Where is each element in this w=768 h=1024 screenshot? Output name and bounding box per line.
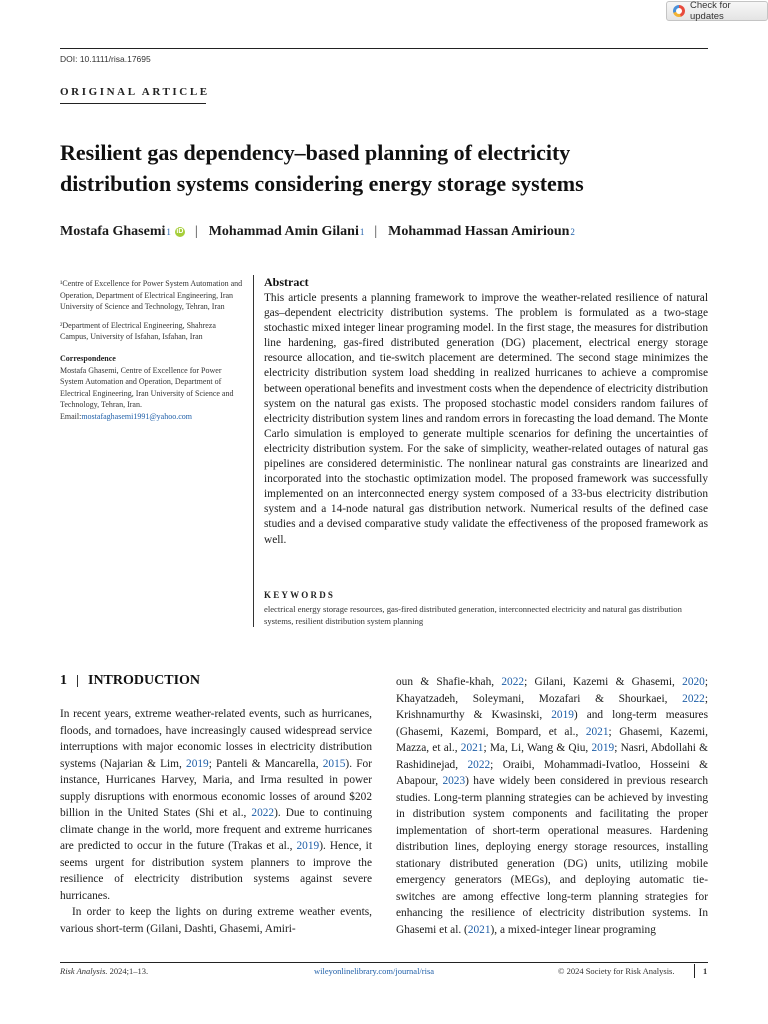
abstract-heading: Abstract [264, 275, 309, 289]
check-for-updates-label: Check for updates [689, 0, 731, 22]
author-affiliation-mark[interactable]: 2 [570, 227, 575, 237]
citation-link[interactable]: 2022 [682, 692, 705, 705]
article-type: ORIGINAL ARTICLE [60, 86, 210, 98]
citation-link[interactable]: 2022 [467, 758, 491, 771]
author-name[interactable]: Mostafa Ghasemi [60, 224, 166, 239]
author-list [60, 224, 575, 240]
journal-name: Risk Analysis. [60, 966, 108, 976]
article-title: Resilient gas dependency–based planning of electricity distribution systems considering energy storage systems [60, 140, 584, 196]
copyright-notice: © 2024 Society for Risk Analysis. [558, 966, 675, 976]
citation-link[interactable]: 2022 [501, 676, 525, 688]
author-separator: | [194, 224, 198, 239]
footer-separator [694, 964, 695, 978]
citation-link[interactable]: 2020 [682, 676, 705, 688]
citation-link[interactable]: 2021 [585, 725, 609, 738]
introduction-heading [60, 673, 200, 689]
citation-link[interactable]: 2015 [322, 757, 346, 770]
correspondence-email-line [60, 411, 245, 423]
footer-rule [60, 962, 708, 963]
abstract-rule [253, 275, 254, 627]
email-label: Email: [60, 411, 82, 421]
doi[interactable]: DOI: 10.1111/risa.17695 [60, 54, 151, 64]
citation-link[interactable]: 2021 [467, 923, 491, 936]
author-name[interactable]: Mohammad Hassan Amirioun [388, 224, 570, 239]
section-number: 1 [60, 673, 67, 688]
citation-link[interactable]: 2019 [296, 840, 320, 852]
keywords-text: electrical energy storage resources, gas-fired distributed generation, interconnected electricity and natural gas distribution systems, resilient distribution system planning [264, 604, 682, 627]
footer-journal [60, 966, 148, 976]
author-affiliation-mark[interactable]: 1 [359, 227, 365, 237]
top-rule [60, 48, 708, 49]
citation-link[interactable]: 2023 [442, 775, 466, 787]
orcid-icon[interactable]: iD [176, 228, 184, 235]
correspondence-text: Mostafa Ghasemi, Centre of Excellence for Power System Automation and Operation, Department of Electrical Engineering, Iran University of Science and Technology, Tehran, Iran. [60, 365, 234, 410]
affiliations-panel [60, 278, 245, 423]
correspondence-email-link[interactable]: mostafaghasemi1991@yahoo.com [81, 411, 193, 421]
abstract [264, 275, 708, 548]
citation-link[interactable]: 2021 [460, 742, 484, 754]
author-separator: | [374, 224, 378, 239]
affiliation: ¹Centre of Excellence for Power System Automation and Operation, Department of Electrical Engineering, Iran University of Science and Technology, Tehran, Iran [60, 279, 243, 312]
citation-link[interactable]: 2019 [591, 742, 615, 754]
page-number: 1 [703, 966, 708, 976]
abstract-text: This article presents a planning framework to improve the weather-related resilience of natural gas–dependent electricity distribution systems. The problem is formulated as a two-stage stochastic mixed integer linear programing model. In the first stage, the measures for distribution line hardening, gas-fired distributed generation (DG) placement, electrical energy storage resource allocation, and tie-switch placement are determined. The second stage minimizes the electricity distribution system load shedding in realized hurricanes to achieve a compromise between operational benefits and investment costs when the dependence of electricity distribution system on the natural gas exists. The proposed stochastic model considers random failures of electricity distribution system lines and random errors in forecasting the load demand. The Monte Carlo simulation is employed to generate multiple scenarios for defining the uncertainties of electricity distribution system. For the sake of simplicity, weather-related outages of natural gas pipelines are considered deterministic. The nonlinear natural gas constraints are linearized and incorporated into the stochastic optimization model. The proposed framework was successfully implemented on an interconnected energy system composed of a 33-bus electricity distribution system and a 14-node natural gas distribution network. Numerical results of the defined case studies and a devised comparative study validate the effectiveness of the proposed framework as well. [264, 292, 708, 546]
journal-year-pages: 2024;1–13. [109, 966, 149, 976]
body-column-left [60, 706, 372, 937]
section-title: INTRODUCTION [88, 673, 201, 688]
citation-link[interactable]: 2019 [551, 709, 574, 721]
affiliation: ²Department of Electrical Engineering, Shahreza Campus, University of Isfahan, Isfahan, Iran [60, 320, 216, 342]
body-column-right [396, 674, 708, 938]
author-affiliation-mark[interactable]: 1 [166, 227, 171, 237]
keywords-heading: KEYWORDS [264, 590, 336, 600]
citation-link[interactable]: 2019 [186, 757, 209, 770]
body-paragraph: In order to keep the lights on during extreme weather events, various short-term (Gilani, Dashti, Ghasemi, Amiri- [60, 906, 372, 935]
correspondence-heading: Correspondence [60, 353, 116, 363]
check-for-updates-button[interactable] [666, 1, 768, 21]
body-paragraph: oun & Shafie-khah, 2022; Gilani, Kazemi & Ghasemi, 2020; Khayatzadeh, Soleymani, Mozafari & Shourkaei, 2022; Krishnamurthy & Kwasinski, 2019) and long-term measures (Ghasemi, Kazemi, Bompard, et al., 2021; Ghasemi, Kazemi, Mazza, et al., 2021; Ma, Li, Wang & Qiu, 2019; Nasri, Abdollahi & Rashidinejad, 2022; Oraibi, Mohammadi-Ivatloo, Hosseini & Abapour, 2023) have widely been considered in previous research studies. Long-term planning strategies can be achieved by investing in distribution system components and facilitating the proper implementation of short-term operational measures. Hardening distribution lines, deploying energy storage resources, installing stationary distributed generation (DG) units, utilizing mobile emergency generators (MEGs), and deploying automatic tie-switches are among effective long-term planning strategies for enhancing the resilience of electricity distribution systems. In Ghasemi et al. (2021), a mixed-integer linear programing [396, 676, 709, 936]
body-paragraph: In recent years, extreme weather-related events, such as hurricanes, floods, and tornadoes, have increasingly caused widespread service interruptions with major economic losses in electricity distribution systems (Najarian & Lim, 2019; Panteli & Mancarella, 2015). For instance, Hurricanes Harvey, Maria, and Irma resulted in power supply disruptions with enormous economic losses of around $202 billion in the United States (Shi et al., 2022). Due to continuing climate change in the world, more frequent and extreme hurricanes are predicted to occur in the future (Trakas et al., 2019). Hence, it seems urgent for distribution system planners to improve the resilience of electricity distribution systems against severe hurricanes. [60, 708, 372, 902]
article-type-rule [60, 103, 206, 104]
author-name[interactable]: Mohammad Amin Gilani [208, 224, 359, 239]
section-separator [77, 675, 78, 687]
crossmark-icon [673, 5, 685, 17]
journal-url-link[interactable]: wileyonlinelibrary.com/journal/risa [314, 966, 435, 976]
citation-link[interactable]: 2022 [251, 807, 275, 819]
correspondence-block [60, 353, 245, 423]
